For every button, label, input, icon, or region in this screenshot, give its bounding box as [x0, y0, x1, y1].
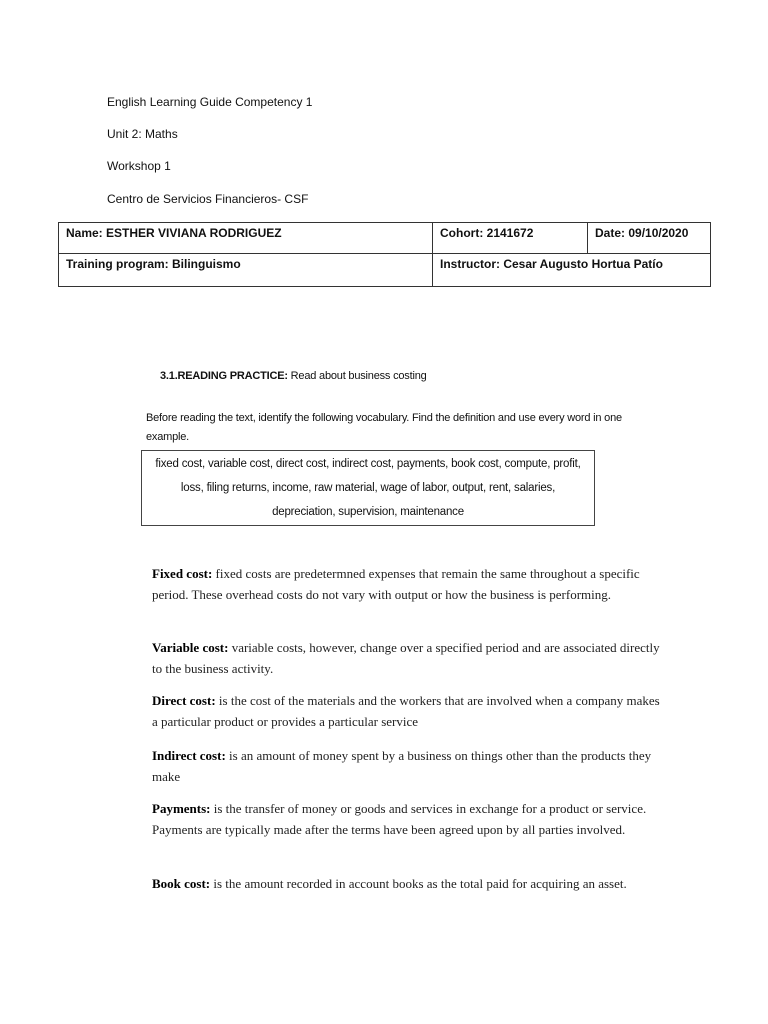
definition-text: is the cost of the materials and the workers that are involved when a company makes a particular product or provides a particular service	[152, 693, 660, 729]
definition-text: is the transfer of money or goods and services in exchange for a product or service. Payments are typically made after the terms have been agreed upon by all parties involved.	[152, 801, 647, 837]
reading-practice-subtitle: Read about business costing	[287, 370, 427, 382]
definition-term: Payments:	[152, 801, 211, 816]
definition-direct-cost	[152, 690, 662, 732]
vocab-line: depreciation, supervision, maintenance	[272, 506, 464, 518]
instructor-cell: Instructor: Cesar Augusto Hortua Patío	[433, 254, 711, 287]
definition-term: Variable cost:	[152, 640, 229, 655]
vocabulary-box	[141, 450, 595, 526]
definition-text: fixed costs are predetermned expenses that remain the same throughout a specific period. These overhead costs do not vary with output or how the business is performing.	[152, 566, 640, 602]
definition-text: is the amount recorded in account books as the total paid for acquiring an asset.	[210, 876, 627, 891]
definition-term: Book cost:	[152, 876, 211, 891]
vocab-line: fixed cost, variable cost, direct cost, indirect cost, payments, book cost, compute, profit,	[155, 458, 581, 470]
definition-indirect-cost	[152, 745, 662, 787]
guide-title: English Learning Guide Competency 1	[107, 95, 313, 109]
vocab-line: loss, filing returns, income, raw material, wage of labor, output, rent, salaries,	[180, 482, 556, 494]
definition-term: Fixed cost:	[152, 566, 213, 581]
definition-payments	[152, 798, 662, 840]
center-name: Centro de Servicios Financieros- CSF	[107, 192, 309, 206]
definition-fixed-cost	[152, 563, 662, 605]
workshop-title: Workshop 1	[107, 159, 171, 173]
training-program-cell: Training program: Bilinguismo	[59, 254, 433, 287]
vocabulary-instructions: Before reading the text, identify the following vocabulary. Find the definition and use every word in one example.	[146, 412, 622, 443]
student-info-table	[58, 222, 711, 287]
reading-practice-title	[160, 370, 427, 382]
definition-term: Direct cost:	[152, 693, 216, 708]
definition-text: variable costs, however, change over a specified period and are associated directly to the business activity.	[152, 640, 660, 676]
definition-book-cost	[152, 873, 662, 894]
name-cell: Name: ESTHER VIVIANA RODRIGUEZ	[59, 223, 433, 254]
unit-title: Unit 2: Maths	[107, 127, 178, 141]
definition-variable-cost	[152, 637, 662, 679]
cohort-cell: Cohort: 2141672	[433, 223, 588, 254]
date-cell: Date: 09/10/2020	[588, 223, 711, 254]
definition-term: Indirect cost:	[152, 748, 226, 763]
reading-practice-label: 3.1.READING PRACTICE:	[160, 370, 288, 382]
definition-text: is an amount of money spent by a business on things other than the products they make	[152, 748, 652, 784]
